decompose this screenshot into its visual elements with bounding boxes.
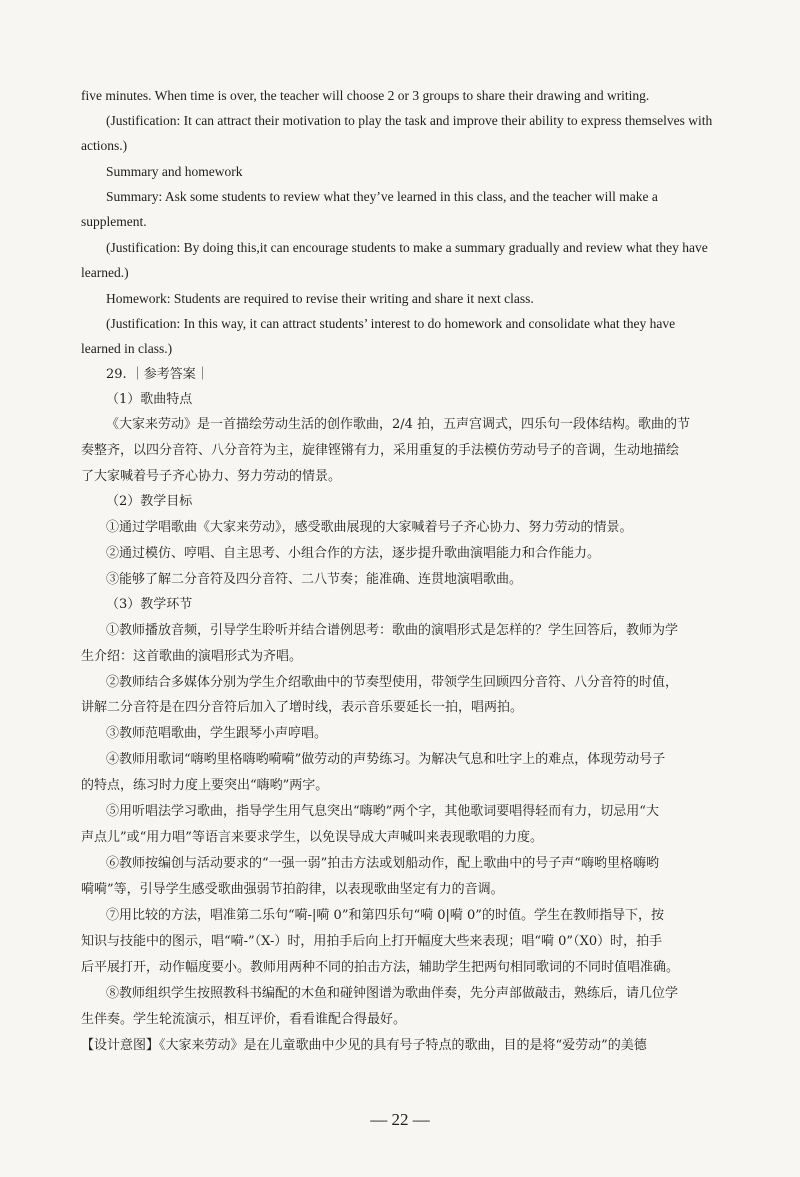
text-line: learned.) — [81, 265, 129, 280]
text-line: 了大家喊着号子齐心协力、努力劳动的情景。 — [81, 469, 342, 484]
section-heading: Summary and homework — [106, 164, 243, 179]
text-line: Homework: Students are required to revise their writing and share it next class. — [106, 291, 534, 306]
text-line: ⑧教师组织学生按照教科书编配的木鱼和碰钟图谱为歌曲伴奏，先分声部做敲击，熟练后，请几位学 — [106, 986, 679, 1001]
text-line: actions.) — [81, 138, 128, 153]
text-line: 讲解二分音符是在四分音符后加入了增时线，表示音乐要延长一拍，唱两拍。 — [81, 700, 524, 715]
text-line: 后平展打开，动作幅度要小。教师用两种不同的拍击方法，辅助学生把两句相同歌词的不同时值唱准确。 — [81, 960, 680, 975]
section-heading: （1）歌曲特点 — [106, 392, 193, 407]
text-line: (Justification: In this way, it can attract students’ interest to do homework and consolidate what they have — [106, 316, 676, 331]
text-line: learned in class.) — [81, 341, 173, 356]
text-line: 嗬嗬”等，引导学生感受歌曲强弱节拍韵律，以表现歌曲坚定有力的音调。 — [81, 882, 504, 897]
question-heading: 29. ｜参考答案｜ — [106, 367, 209, 382]
text-line: (Justification: It can attract their motivation to play the task and improve their ability to express themselves with — [106, 113, 713, 128]
text-line: ①教师播放音频，引导学生聆听并结合谱例思考：歌曲的演唱形式是怎样的？学生回答后，教师为学 — [106, 623, 679, 638]
text-line: 奏整齐，以四分音符、八分音符为主，旋律铿锵有力，采用重复的手法模仿劳动号子的音调，生动地描绘 — [81, 443, 680, 458]
text-line: 知识与技能中的图示，唱“嗬-”（X-）时，用拍手后向上打开幅度大些来表现；唱“嗬 0”（X0）时，拍手 — [81, 934, 663, 949]
text-line: ⑥教师按编创与活动要求的“一强一弱”拍击方法或划船动作，配上歌曲中的号子声“嗨哟里格嗨哟 — [106, 856, 659, 871]
text-line: supplement. — [81, 214, 147, 229]
text-line: 声点儿”或“用力唱”等语言来要求学生，以免误导成大声喊叫来表现歌唱的力度。 — [81, 830, 543, 845]
text-line: ⑦用比较的方法，唱准第二乐句“嗬-|嗬 0”和第四乐句“嗬 0|嗬 0”的时值。学生在教师指导下，按 — [106, 908, 664, 923]
text-line: 【设计意图】《大家来劳动》是在儿童歌曲中少见的具有号子特点的歌曲，目的是将“爱劳动”的美德 — [81, 1038, 647, 1053]
text-line: ③能够了解二分音符及四分音符、二八节奏；能准确、连贯地演唱歌曲。 — [106, 572, 523, 587]
section-heading: （2）教学目标 — [106, 494, 193, 509]
text-line: Summary: Ask some students to review what they’ve learned in this class, and the teacher will make a — [106, 189, 658, 204]
text-line: ⑤用听唱法学习歌曲，指导学生用气息突出“嗨哟”两个字，其他歌词要唱得轻而有力，切忌用“大 — [106, 804, 659, 819]
text-line: ②通过模仿、哼唱、自主思考、小组合作的方法，逐步提升歌曲演唱能力和合作能力。 — [106, 546, 601, 561]
text-line: ①通过学唱歌曲《大家来劳动》，感受歌曲展现的大家喊着号子齐心协力、努力劳动的情景。 — [106, 520, 633, 535]
text-line: 《大家来劳动》是一首描绘劳动生活的创作歌曲，2/4 拍，五声宫调式，四乐句一段体结构。歌曲的节 — [106, 417, 691, 432]
text-line: ②教师结合多媒体分别为学生介绍歌曲中的节奏型使用，带领学生回顾四分音符、八分音符的时值， — [106, 675, 679, 690]
text-line: ③教师范唱歌曲，学生跟琴小声哼唱。 — [106, 726, 328, 741]
section-heading: （3）教学环节 — [106, 597, 193, 612]
text-line: five minutes. When time is over, the teacher will choose 2 or 3 groups to share their drawing and writing. — [81, 88, 650, 103]
text-line: ④教师用歌词“嗨哟里格嗨哟嗬嗬”做劳动的声势练习。为解决气息和吐字上的难点，体现劳动号子 — [106, 752, 666, 767]
text-line: 的特点，练习时力度上要突出“嗨哟”两字。 — [81, 778, 329, 793]
page-number: — 22 — — [370, 1110, 430, 1129]
text-line: 生伴奏。学生轮流演示，相互评价，看看谁配合得最好。 — [81, 1012, 407, 1027]
text-line: 生介绍：这首歌曲的演唱形式为齐唱。 — [81, 649, 303, 664]
text-line: (Justification: By doing this,it can encourage students to make a summary gradually and review what they have — [106, 240, 708, 255]
